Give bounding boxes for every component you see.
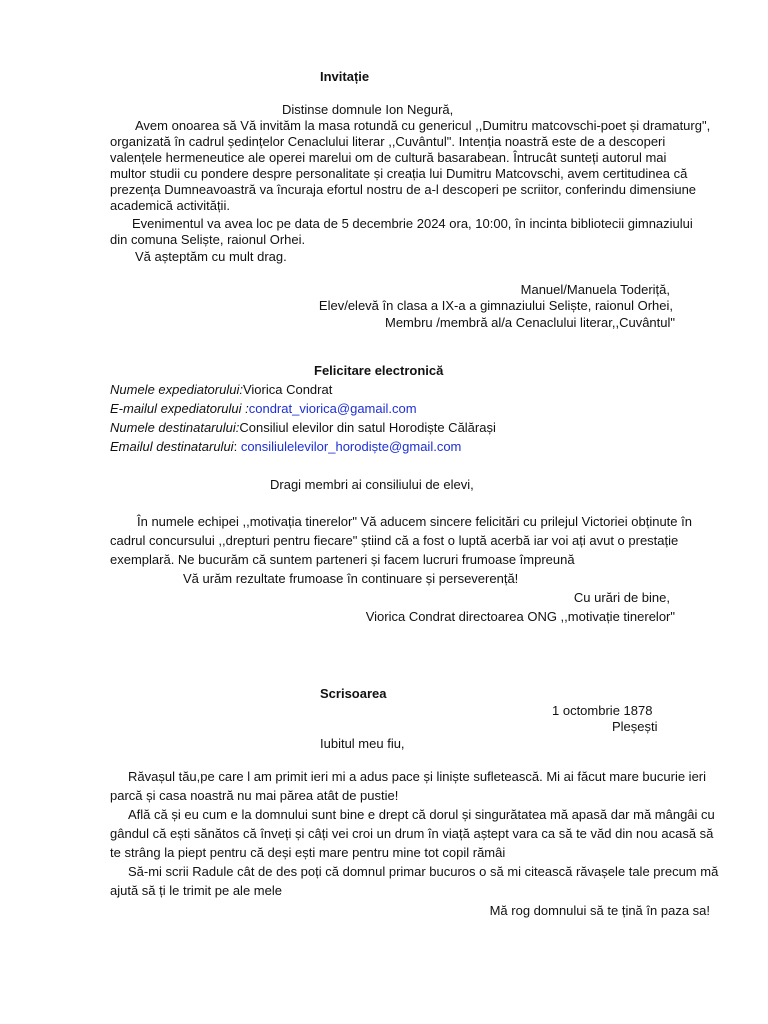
invitation-line: prezența Dumneavoastră va încuraja efortul nostru de a-l descoperi pe scriitor, conferindu dimensiune xyxy=(110,182,697,197)
ecard-field-sender-email xyxy=(110,401,417,417)
letter-line: Răvașul tău,pe care l am primit ieri mi a adus pace și liniște sufletească. Mi ai făcut mare bucurie ieri xyxy=(128,769,707,784)
field-value: Viorica Condrat xyxy=(242,382,333,397)
invitation-signature-line: Membru /membră al/a Cenaclului literar,,Cuvântul" xyxy=(384,315,675,330)
ecard-closing: Cu urări de bine, xyxy=(573,590,670,605)
invitation-line: valențele hermeneutice ale operei marelui om de cultură basarabean. Întrucât sunteți autorul mai xyxy=(110,150,667,165)
letter-line: ajută să ți le trimit pe ale mele xyxy=(110,883,282,898)
invitation-line: din comuna Seliște, raionul Orhei. xyxy=(110,232,306,247)
letter-place: Pleșești xyxy=(612,719,658,734)
ecard-line: Vă urăm rezultate frumoase în continuare și perseverență! xyxy=(183,571,519,586)
field-separator: : xyxy=(233,439,241,454)
ecard-field-sender-name xyxy=(110,382,332,398)
ecard-line: În numele echipei ,,motivația tinerelor" Vă aducem sincere felicitări cu prilejul Victoriei obținute în xyxy=(137,514,692,529)
ecard-greeting: Dragi membri ai consiliului de elevi, xyxy=(270,477,474,492)
field-value: Consiliul elevilor din satul Horodiște Călărași xyxy=(239,420,496,435)
invitation-salutation: Distinse domnule Ion Negură, xyxy=(282,102,454,117)
letter-title: Scrisoarea xyxy=(320,686,387,701)
invitation-line: Vă așteptăm cu mult drag. xyxy=(135,249,287,264)
invitation-line: organizată în cadrul ședințelor Cenaclului literar ,,Cuvântul". Intenția noastră este de a descoperi xyxy=(110,134,666,149)
ecard-signature: Viorica Condrat directoarea ONG ,,motivație tinerelor" xyxy=(365,609,675,624)
sender-email-link[interactable]: condrat_viorica@gamail.com xyxy=(248,401,417,416)
letter-line: parcă și casa noastră nu mai părea atât de pustie! xyxy=(110,788,399,803)
ecard-line: exemplară. Ne bucurăm că suntem parteneri și facem lucruri frumoase împreună xyxy=(110,552,575,567)
ecard-field-recipient-name xyxy=(110,420,496,436)
ecard-field-recipient-email xyxy=(110,439,461,455)
ecard-line: cadrul concursului ,,drepturi pentru fiecare" știind că a fost o luptă acerbă iar voi ați avut o prestație xyxy=(110,533,679,548)
invitation-signature-line: Elev/elevă în clasa a IX-a a gimnaziului Seliște, raionul Orhei, xyxy=(318,298,673,313)
invitation-line: multor studii cu pondere despre personalitate și creația lui Dumitru Matcovschi, avem certitudinea că xyxy=(110,166,688,181)
letter-line: Află că și eu cum e la domnului sunt bine e drept că dorul și singurătatea mă apasă dar mă mângâi cu xyxy=(128,807,715,822)
letter-line: gândul că ești sănătos că înveți și câți vei croi un drum în viață aștept vara ca să te văd din nou acasă să xyxy=(110,826,714,841)
letter-line: Să-mi scrii Radule cât de des poți că domnul primar bucuros o să mi citească răvașele tale precum mă xyxy=(128,864,719,879)
field-label: E-mailul expediatorului : xyxy=(110,401,249,416)
field-label: Numele destinatarului: xyxy=(110,420,240,435)
invitation-signature-line: Manuel/Manuela Toderiță, xyxy=(520,282,670,297)
invitation-line: academică activității. xyxy=(110,198,230,213)
letter-closing: Mă rog domnului să te țină în paza sa! xyxy=(489,903,710,918)
letter-line: te strâng la piept pentru că deși ești mare pentru mine tot copil rămâi xyxy=(110,845,506,860)
letter-date: 1 octombrie 1878 xyxy=(552,703,653,718)
field-label: Numele expediatorului: xyxy=(110,382,243,397)
letter-salutation: Iubitul meu fiu, xyxy=(320,736,405,751)
invitation-line: Avem onoarea să Vă invităm la masa rotundă cu genericul ,,Dumitru matcovschi-poet și dramaturg", xyxy=(135,118,711,133)
invitation-title: Invitație xyxy=(320,69,370,84)
recipient-email-link[interactable]: consiliulelevilor_horodiște@gmail.com xyxy=(240,439,462,454)
ecard-title: Felicitare electronică xyxy=(314,363,444,378)
field-label: Emailul destinatarului xyxy=(110,439,234,454)
invitation-line: Evenimentul va avea loc pe data de 5 decembrie 2024 ora, 10:00, în incinta bibliotecii gimnaziului xyxy=(132,216,693,231)
